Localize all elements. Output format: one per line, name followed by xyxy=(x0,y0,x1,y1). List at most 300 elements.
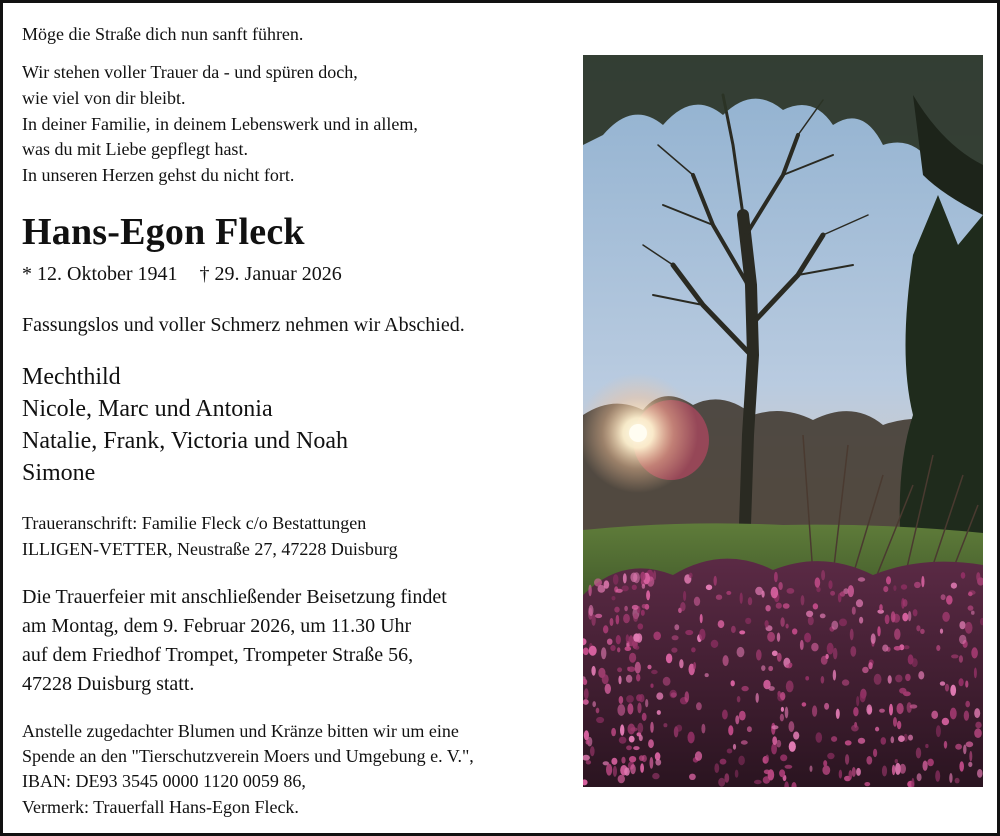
heather-blossom xyxy=(629,736,635,743)
heather-blossom xyxy=(916,625,920,631)
heather-blossom xyxy=(914,582,921,588)
heather-blossom xyxy=(951,654,959,658)
heather-blossom xyxy=(620,724,624,735)
heather-blossom xyxy=(714,576,717,586)
heather-blossom xyxy=(955,778,960,784)
heather-blossom xyxy=(965,622,973,634)
heather-blossom xyxy=(805,676,809,680)
heather-blossom xyxy=(882,645,888,652)
heather-blossom xyxy=(722,710,728,720)
mourner-line: Nicole, Marc und Antonia xyxy=(22,396,273,422)
heather-blossom xyxy=(663,723,667,727)
heather-blossom xyxy=(881,737,887,745)
heather-blossom xyxy=(968,605,974,610)
heather-blossom xyxy=(927,759,934,767)
heather-blossom xyxy=(908,654,914,664)
heather-blossom xyxy=(862,667,869,673)
heather-blossom xyxy=(727,749,733,754)
heather-blossom xyxy=(882,766,887,777)
heather-blossom xyxy=(792,628,797,634)
heather-blossom xyxy=(586,760,591,764)
heather-blossom xyxy=(897,703,904,714)
heather-blossom xyxy=(640,763,644,773)
heather-blossom xyxy=(716,595,722,600)
heather-blossom xyxy=(925,744,928,748)
heather-blossom xyxy=(674,624,679,630)
heather-blossom xyxy=(780,692,785,700)
heather-blossom xyxy=(613,766,617,777)
heather-blossom xyxy=(595,614,602,618)
heather-blossom xyxy=(728,725,733,735)
heather-blossom xyxy=(893,717,897,727)
heather-blossom xyxy=(679,659,683,668)
heather-blossom xyxy=(591,666,595,676)
heather-blossom xyxy=(714,763,719,773)
heather-blossom xyxy=(879,604,883,611)
heather-blossom xyxy=(951,583,957,589)
heather-blossom xyxy=(627,667,630,671)
heather-blossom xyxy=(902,613,908,622)
heather-blossom xyxy=(607,639,613,645)
heather-blossom xyxy=(966,741,974,747)
heather-blossom xyxy=(856,696,859,706)
heather-blossom xyxy=(821,570,825,580)
heather-blossom xyxy=(858,738,865,744)
heather-blossom xyxy=(894,646,902,651)
heather-blossom xyxy=(617,704,625,716)
heather-blossom xyxy=(885,615,890,625)
heather-blossom xyxy=(642,713,647,721)
heather-blossom xyxy=(913,609,918,616)
heather-blossom xyxy=(858,577,865,581)
heather-blossom xyxy=(628,635,633,646)
heather-blossom xyxy=(738,756,745,766)
heather-blossom xyxy=(974,728,982,738)
birth-date: * 12. Oktober 1941 xyxy=(22,263,178,285)
heather-blossom xyxy=(965,701,970,708)
heather-blossom xyxy=(969,751,972,762)
heather-blossom xyxy=(780,714,784,722)
heather-blossom xyxy=(824,703,829,710)
heather-blossom xyxy=(625,646,632,651)
heather-blossom xyxy=(767,632,775,642)
heather-blossom xyxy=(618,775,625,784)
heather-blossom xyxy=(656,692,663,699)
heather-blossom xyxy=(754,780,762,784)
heather-blossom xyxy=(701,724,705,734)
heather-blossom xyxy=(583,699,589,705)
heather-blossom xyxy=(616,615,620,625)
heather-blossom xyxy=(621,757,625,764)
heather-blossom xyxy=(968,762,972,767)
heather-blossom xyxy=(845,740,852,745)
heather-blossom xyxy=(942,612,950,622)
heather-blossom xyxy=(711,640,719,648)
heather-blossom xyxy=(964,711,969,721)
heather-blossom xyxy=(923,761,928,771)
heather-blossom xyxy=(935,770,940,782)
heather-blossom xyxy=(780,617,784,627)
heather-blossom xyxy=(848,585,854,597)
heather-blossom xyxy=(629,653,636,663)
heather-blossom xyxy=(619,696,624,704)
heather-blossom xyxy=(789,721,795,732)
heather-blossom xyxy=(672,635,679,640)
heather-blossom xyxy=(601,647,606,659)
heather-blossom xyxy=(908,611,911,621)
heather-blossom xyxy=(626,745,632,750)
heather-blossom xyxy=(833,648,837,660)
heather-blossom xyxy=(821,676,825,684)
heather-blossom xyxy=(941,594,946,600)
poem-line: In unseren Herzen gehst du nicht fort. xyxy=(22,165,295,185)
heather-blossom xyxy=(777,633,780,642)
mourning-address-line: ILLIGEN-VETTER, Neustraße 27, 47228 Duisburg xyxy=(22,539,398,559)
heather-blossom xyxy=(772,651,778,657)
heather-blossom xyxy=(899,688,906,694)
heather-blossom xyxy=(959,761,964,771)
life-dates xyxy=(22,264,342,284)
heather-blossom xyxy=(856,599,863,607)
farewell-text: Fassungslos und voller Schmerz nehmen wir Abschied. xyxy=(22,314,465,336)
heather-blossom xyxy=(875,727,879,732)
heather-blossom xyxy=(765,620,769,627)
mourning-address-line: Traueranschrift: Familie Fleck c/o Bestattungen xyxy=(22,513,367,533)
heather-blossom xyxy=(783,603,790,609)
heather-blossom xyxy=(895,759,898,763)
heather-blossom xyxy=(776,603,782,609)
heather-blossom xyxy=(780,754,787,761)
heather-blossom xyxy=(811,643,818,652)
heather-blossom xyxy=(636,674,640,682)
heather-blossom xyxy=(632,585,637,590)
heather-blossom xyxy=(860,691,866,702)
heather-blossom xyxy=(626,675,632,683)
heather-blossom xyxy=(892,765,895,775)
heather-blossom xyxy=(629,756,636,762)
heather-blossom xyxy=(908,735,913,741)
heather-blossom xyxy=(977,769,983,778)
heather-blossom xyxy=(651,670,658,674)
heather-blossom xyxy=(676,725,682,732)
heather-blossom xyxy=(731,626,736,633)
heather-blossom xyxy=(971,647,978,658)
heather-blossom xyxy=(739,711,746,721)
mourner-line: Natalie, Frank, Victoria und Noah xyxy=(22,428,349,454)
heather-blossom xyxy=(917,773,922,781)
heather-blossom xyxy=(786,681,794,693)
heather-blossom xyxy=(637,703,641,714)
deceased-name: Hans-Egon Fleck xyxy=(22,211,305,253)
motto: Möge die Straße dich nun sanft führen. xyxy=(22,24,304,44)
ceremony-line: am Montag, dem 9. Februar 2026, um 11.30 Uhr xyxy=(22,615,412,637)
heather-blossom xyxy=(768,666,773,671)
heather-blossom xyxy=(627,703,633,714)
poem-line: wie viel von dir bleibt. xyxy=(22,88,186,108)
heather-blossom xyxy=(617,667,622,672)
heather-blossom xyxy=(741,740,748,744)
heather-blossom xyxy=(950,708,957,720)
heather-blossom xyxy=(785,707,789,719)
heather-blossom xyxy=(633,746,639,750)
heather-blossom xyxy=(904,645,910,649)
heather-blossom xyxy=(645,699,648,707)
heather-blossom xyxy=(748,597,752,605)
heather-blossom xyxy=(731,680,735,686)
heather-blossom xyxy=(616,635,621,644)
heather-blossom xyxy=(641,610,645,616)
heather-blossom xyxy=(946,595,953,604)
heather-blossom xyxy=(864,782,870,786)
heather-blossom xyxy=(793,732,799,740)
heather-blossom xyxy=(777,653,782,662)
heather-blossom xyxy=(655,759,661,766)
heather-blossom xyxy=(789,663,793,667)
heather-blossom xyxy=(836,709,840,719)
heather-blossom xyxy=(628,724,636,735)
heather-blossom xyxy=(831,736,837,742)
heather-blossom xyxy=(959,635,966,644)
heather-blossom xyxy=(940,629,943,634)
heather-blossom xyxy=(737,696,741,702)
heather-blossom xyxy=(786,624,789,629)
heather-blossom xyxy=(893,585,896,591)
heather-blossom xyxy=(735,770,739,778)
heather-blossom xyxy=(718,620,725,628)
ceremony-line: 47228 Duisburg statt. xyxy=(22,673,195,695)
heather-blossom xyxy=(781,707,784,712)
heather-blossom xyxy=(650,722,654,733)
heather-blossom xyxy=(852,767,856,777)
mourner-line: Mechthild xyxy=(22,364,121,390)
heather-blossom xyxy=(630,573,637,583)
poem-line: was du mit Liebe gepflegt hast. xyxy=(22,139,248,159)
heather-blossom xyxy=(894,629,900,640)
heather-blossom xyxy=(756,649,762,660)
heather-blossom xyxy=(944,741,947,749)
heather-blossom xyxy=(888,675,892,683)
heather-blossom xyxy=(889,704,893,716)
heather-blossom xyxy=(850,629,854,641)
heather-blossom xyxy=(740,593,743,604)
heather-blossom xyxy=(747,726,752,732)
heather-blossom xyxy=(976,572,980,582)
heather-blossom xyxy=(613,574,619,585)
heather-blossom xyxy=(827,753,834,759)
poem-line: In deiner Familie, in deinem Lebenswerk und in allem, xyxy=(22,114,418,134)
heather-blossom xyxy=(630,764,636,774)
heather-blossom xyxy=(718,778,725,787)
heather-blossom xyxy=(647,665,651,670)
heather-blossom xyxy=(610,645,615,651)
heather-blossom xyxy=(871,633,876,644)
heather-blossom xyxy=(789,741,796,752)
heather-blossom xyxy=(606,764,612,776)
heather-blossom xyxy=(839,770,842,779)
heather-blossom xyxy=(827,643,834,655)
heather-blossom xyxy=(785,765,793,769)
heather-blossom xyxy=(617,647,620,652)
heather-blossom xyxy=(689,573,693,578)
heather-blossom xyxy=(618,676,621,685)
heather-blossom xyxy=(596,717,604,723)
heather-blossom xyxy=(903,599,908,607)
heather-blossom xyxy=(733,744,736,750)
heather-blossom xyxy=(768,686,774,691)
heather-blossom xyxy=(586,740,590,745)
heather-blossom xyxy=(657,710,661,715)
heather-blossom xyxy=(856,768,861,776)
heather-blossom xyxy=(936,645,940,651)
heather-blossom xyxy=(688,732,695,744)
heather-blossom xyxy=(685,691,690,702)
heather-blossom xyxy=(810,766,813,772)
heather-blossom xyxy=(637,723,643,733)
heather-blossom xyxy=(891,611,896,622)
heather-blossom xyxy=(800,640,804,650)
heather-blossom xyxy=(612,596,616,600)
heather-blossom xyxy=(897,721,901,730)
heather-blossom xyxy=(694,597,700,606)
heather-blossom xyxy=(720,759,727,765)
heather-blossom xyxy=(602,674,609,684)
heather-blossom xyxy=(706,585,712,591)
heather-blossom xyxy=(590,746,595,756)
sun-core xyxy=(629,424,647,442)
photo-drawing xyxy=(583,55,983,787)
heather-blossom xyxy=(639,735,643,741)
heather-blossom xyxy=(907,702,912,713)
heather-blossom xyxy=(680,602,685,611)
heather-blossom xyxy=(963,745,966,755)
heather-blossom xyxy=(873,749,877,757)
heather-blossom xyxy=(616,589,623,593)
heather-blossom xyxy=(899,764,906,774)
heather-blossom xyxy=(779,769,785,777)
heather-blossom xyxy=(891,736,895,743)
heather-blossom xyxy=(849,770,853,780)
heather-blossom xyxy=(842,679,849,685)
heather-blossom xyxy=(596,708,600,714)
heather-blossom xyxy=(745,618,751,624)
heather-blossom xyxy=(726,591,731,595)
heather-blossom xyxy=(735,715,739,724)
heather-blossom xyxy=(898,735,905,742)
heather-blossom xyxy=(959,621,965,629)
heather-blossom xyxy=(624,767,630,775)
heather-blossom xyxy=(830,591,835,596)
heather-blossom xyxy=(839,619,847,627)
heather-blossom xyxy=(936,725,941,737)
heather-blossom xyxy=(959,655,963,663)
heather-blossom xyxy=(905,674,911,681)
sunset-garden-photo xyxy=(583,55,983,787)
heather-blossom xyxy=(689,774,696,780)
heather-blossom xyxy=(604,580,610,588)
heather-blossom xyxy=(950,685,956,696)
heather-blossom xyxy=(584,688,589,699)
heather-blossom xyxy=(975,722,981,729)
heather-blossom xyxy=(974,668,977,679)
heather-blossom xyxy=(626,695,634,703)
ceremony-line: auf dem Friedhof Trompet, Trompeter Straße 56, xyxy=(22,644,414,666)
heather-blossom xyxy=(806,611,813,617)
mourner-line: Simone xyxy=(22,460,96,486)
heather-blossom xyxy=(589,605,594,616)
heather-blossom xyxy=(879,709,885,713)
heather-blossom xyxy=(764,770,770,775)
heather-blossom xyxy=(772,725,779,729)
heather-blossom xyxy=(866,704,872,714)
donation-line: Anstelle zugedachter Blumen und Kränze bitten wir um eine xyxy=(22,721,459,741)
heather-blossom xyxy=(635,646,640,650)
heather-blossom xyxy=(605,684,611,694)
heather-blossom xyxy=(724,773,729,783)
heather-blossom xyxy=(633,613,638,622)
heather-blossom xyxy=(642,584,645,589)
heather-blossom xyxy=(765,605,770,611)
heather-blossom xyxy=(771,587,779,599)
heather-blossom xyxy=(611,728,616,736)
heather-blossom xyxy=(804,633,811,643)
heather-blossom xyxy=(624,606,628,612)
heather-blossom xyxy=(895,675,902,683)
heather-blossom xyxy=(816,732,823,743)
heather-blossom xyxy=(683,591,686,601)
heather-blossom xyxy=(737,647,745,657)
heather-blossom xyxy=(723,655,729,666)
donation-line: IBAN: DE93 3545 0000 1120 0059 86, xyxy=(22,771,306,791)
heather-blossom xyxy=(611,758,617,765)
heather-blossom xyxy=(772,736,777,745)
heather-blossom xyxy=(833,670,836,681)
heather-blossom xyxy=(695,751,702,761)
heather-blossom xyxy=(868,662,872,669)
death-date: † 29. Januar 2026 xyxy=(199,263,342,285)
heather-blossom xyxy=(959,678,964,686)
heather-blossom xyxy=(650,684,653,688)
heather-blossom xyxy=(859,617,863,624)
heather-blossom xyxy=(739,630,745,634)
heather-blossom xyxy=(653,571,656,581)
heather-blossom xyxy=(666,654,672,664)
heather-blossom xyxy=(741,686,748,691)
heather-blossom xyxy=(699,629,705,641)
heather-blossom xyxy=(705,673,709,677)
heather-blossom xyxy=(965,681,968,688)
heather-blossom xyxy=(696,702,702,710)
heather-blossom xyxy=(840,591,845,596)
heather-blossom xyxy=(916,748,921,759)
heather-blossom xyxy=(765,755,769,763)
heather-blossom xyxy=(761,665,765,671)
heather-blossom xyxy=(663,677,671,686)
heather-blossom xyxy=(632,605,639,610)
ceremony-line: Die Trauerfeier mit anschließender Beisetzung findet xyxy=(22,586,447,608)
heather-blossom xyxy=(949,773,952,783)
heather-blossom xyxy=(931,711,938,719)
heather-blossom xyxy=(883,586,888,592)
heather-blossom xyxy=(822,765,830,775)
heather-blossom xyxy=(825,654,828,659)
heather-blossom xyxy=(700,614,703,623)
heather-blossom xyxy=(968,592,973,596)
donation-line: Spende an den "Tierschutzverein Moers und Umgebung e. V.", xyxy=(22,746,474,766)
heather-blossom xyxy=(636,694,642,701)
heather-blossom xyxy=(646,590,650,600)
heather-blossom xyxy=(603,625,608,633)
heather-blossom xyxy=(940,681,945,685)
